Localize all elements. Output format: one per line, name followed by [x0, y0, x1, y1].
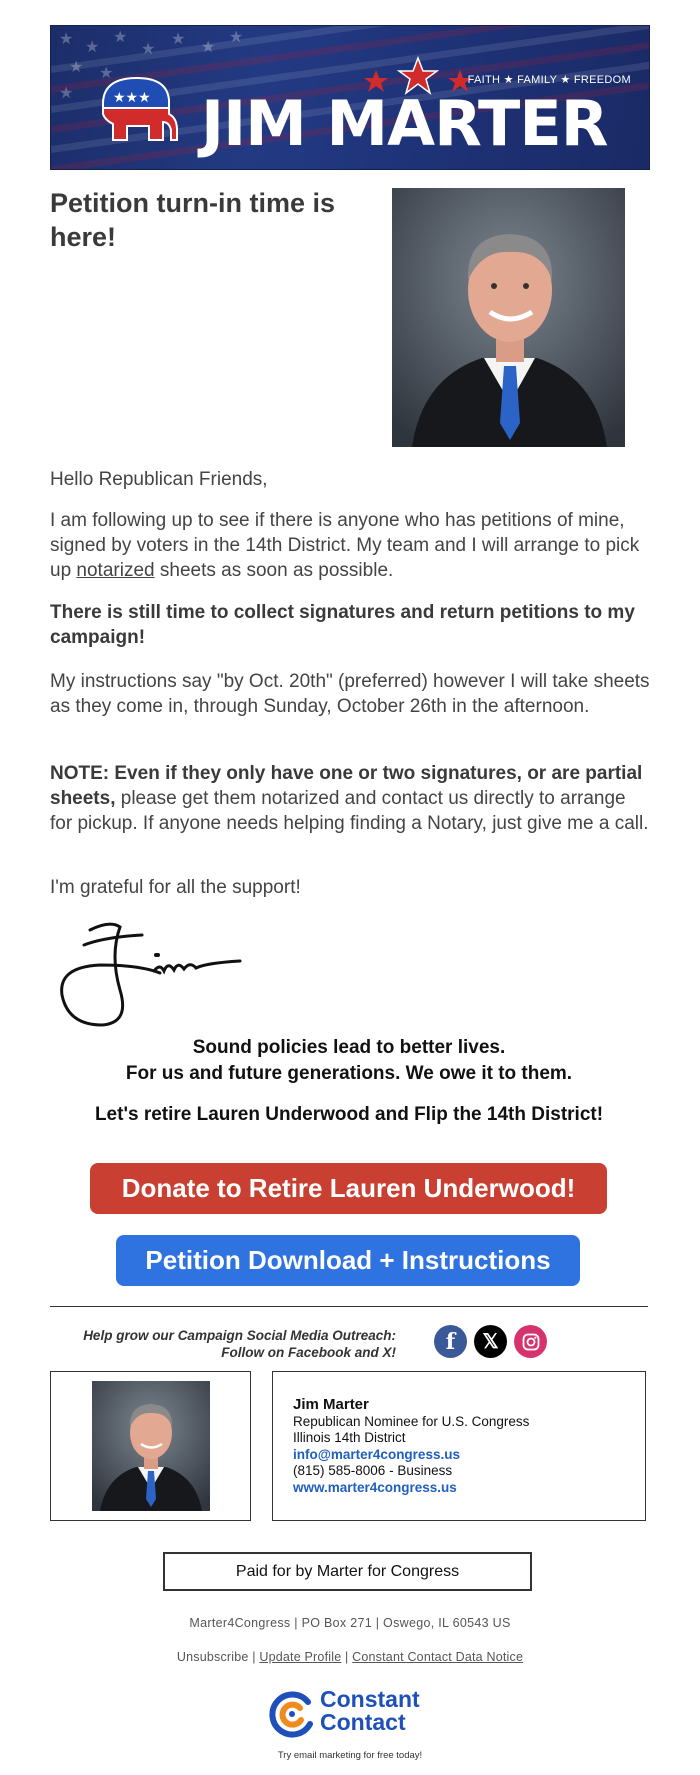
- constant-contact-brand[interactable]: [320, 1688, 420, 1734]
- paragraph-followup-end: sheets as soon as possible.: [154, 560, 394, 581]
- brand-line-2: Contact: [320, 1709, 406, 1735]
- contact-details: [293, 1397, 529, 1496]
- contact-title: Republican Nominee for U.S. Congress: [293, 1413, 530, 1429]
- divider: [50, 1306, 648, 1307]
- svg-text:★★★: ★★★: [113, 90, 151, 106]
- constant-contact-logo-icon: [268, 1690, 316, 1738]
- time-notice-text: There is still time to collect signatures and return petitions to my campaign!: [50, 602, 635, 648]
- facebook-icon[interactable]: f: [434, 1325, 467, 1358]
- paragraph-followup: [50, 508, 650, 583]
- petition-download-button[interactable]: Petition Download + Instructions: [116, 1235, 580, 1286]
- paragraph-instructions: My instructions say "by Oct. 20th" (preferred) however I will take sheets as they come in, through Sunday, October 26th in the afternoon.: [50, 671, 650, 717]
- paragraph-note: [50, 761, 650, 836]
- constant-contact-promo-link[interactable]: Try email marketing for free today!: [277, 1750, 423, 1761]
- unsubscribe-link[interactable]: Unsubscribe: [176, 1650, 249, 1664]
- social-line-1: Help grow our Campaign Social Media Outreach:: [83, 1328, 396, 1343]
- banner-name: JIM MARTER: [201, 87, 608, 160]
- social-line-2: Follow on Facebook and X!: [221, 1345, 396, 1360]
- footer-links: [0, 1650, 700, 1664]
- greeting: Hello Republican Friends,: [50, 469, 268, 490]
- mailing-address: Marter4Congress | PO Box 271 | Oswego, IL 60543 US: [189, 1616, 511, 1630]
- x-icon[interactable]: 𝕏: [474, 1325, 507, 1358]
- social-outreach-text: [60, 1327, 396, 1361]
- update-profile-link[interactable]: Update Profile: [259, 1650, 342, 1664]
- paragraph-followup-text: I am following up to see if there is anyone who has petitions of mine, signed by voters in the 14th District. My team and I will arrange to pick up: [50, 510, 640, 581]
- contact-website-link[interactable]: www.marter4congress.us: [293, 1479, 457, 1495]
- page-title: Petition turn-in time is here!: [50, 188, 336, 252]
- contact-name: Jim Marter: [293, 1396, 369, 1413]
- instagram-icon[interactable]: [514, 1325, 547, 1358]
- closing-line-3: Let's retire Lauren Underwood and Flip the 14th District!: [94, 1104, 604, 1125]
- brand-line-1: Constant: [320, 1686, 420, 1712]
- link-separator: |: [341, 1650, 353, 1664]
- signature: [50, 915, 260, 1030]
- contact-photo: [92, 1381, 210, 1511]
- donate-button[interactable]: Donate to Retire Lauren Underwood!: [90, 1163, 607, 1214]
- campaign-banner: ★ ★ ★ ★ ★ ★ ★ ★ ★ ★ ★★★ FAITH ★ FAMILY ★ FREEDOM JIM MARTER: [50, 25, 650, 170]
- paragraph-gratitude: I'm grateful for all the support!: [50, 877, 301, 898]
- paid-for-disclaimer: Paid for by Marter for Congress: [163, 1552, 532, 1591]
- note-rest-text: please get them notarized and contact us directly to arrange for pickup. If anyone needs helping finding a Notary, just give me a call.: [50, 788, 649, 834]
- closing-line-2: For us and future generations. We owe it to them.: [125, 1063, 573, 1084]
- link-separator: |: [248, 1650, 260, 1664]
- data-notice-link[interactable]: Constant Contact Data Notice: [352, 1650, 524, 1664]
- candidate-photo: [392, 188, 625, 447]
- banner-tagline: FAITH ★ FAMILY ★ FREEDOM: [467, 74, 631, 86]
- note-bold-text: NOTE: Even if they only have one or two signatures, or are partial sheets,: [50, 763, 643, 809]
- closing-line-1: Sound policies lead to better lives.: [192, 1037, 506, 1058]
- contact-district: Illinois 14th District: [293, 1430, 406, 1445]
- notarized-text: notarized: [76, 560, 155, 581]
- contact-email-link[interactable]: info@marter4congress.us: [293, 1446, 460, 1462]
- contact-phone: (815) 585-8006 - Business: [293, 1463, 453, 1478]
- instagram-glyph-icon: [522, 1333, 540, 1351]
- republican-elephant-logo: [97, 74, 183, 144]
- paragraph-time-notice: [50, 600, 650, 650]
